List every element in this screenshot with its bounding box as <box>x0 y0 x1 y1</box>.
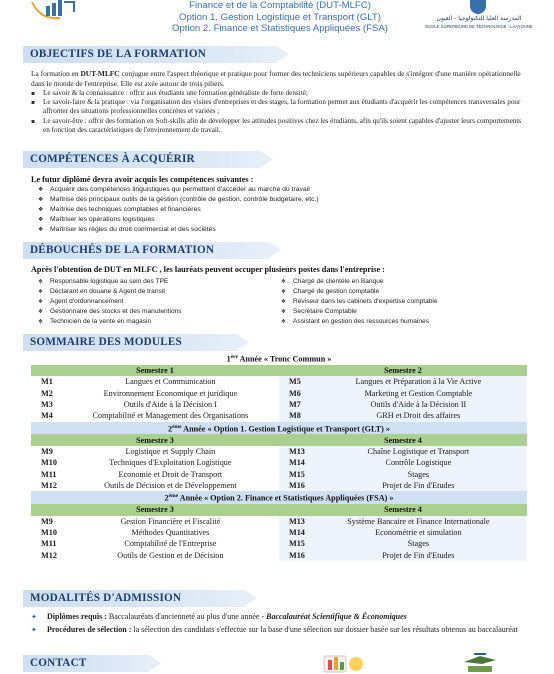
diamond-bullet-icon: ❖ <box>38 309 43 315</box>
section-sommaire-title: SOMMAIRE DES MODULES <box>30 336 182 348</box>
semester-row <box>31 504 527 515</box>
debouche-item: ❖ Réviseur dans les cabinets d'expertise comptable <box>281 298 438 305</box>
semester-3-label: Semestre 3 <box>31 434 279 445</box>
admission-procedures: ✦ Procédures de sélection : la sélection des candidats s'effectue sur la base d'une sélection sur dossier basée sur les résultats obtenus au baccalauréat <box>31 624 527 636</box>
school-name-latin: ECOLE SUPERIEURE DE TECHNOLOGIE - LAAYOUNE <box>425 24 533 29</box>
debouche-item: ❖ Gestionnaire des stocks et des manutentions <box>38 308 182 315</box>
school-emblem-icon <box>470 0 486 14</box>
competence-item: ❖ Maîtrise des principaux outils de la gestion (contrôle de gestion, contrôle budgétaire, etc.) <box>38 196 319 203</box>
office-illustration-icon <box>320 650 366 674</box>
section-sommaire-header <box>23 334 237 351</box>
table-row: M2 Environnement Economique et juridique M6 Marketing et Gestion Comptable <box>31 388 527 399</box>
table-row: M10 Méthodes Quantitatives M14 Econométrie et simulation <box>31 527 527 538</box>
competence-item: ❖ Acquérir des compétences linguistiques qui permettent d'accéder au marché du travail <box>38 186 310 193</box>
diamond-bullet-icon: ❖ <box>281 289 286 295</box>
debouche-item: ❖ Chargé de gestion comptable <box>281 288 380 295</box>
school-name-arabic: المدرسة العليا للتكنولوجيا - العيون <box>436 15 522 22</box>
diamond-bullet-icon: ❖ <box>38 206 44 213</box>
semester-3-label: Semestre 3 <box>31 504 279 515</box>
logistics-illustration-icon <box>460 650 500 674</box>
diamond-bullet-icon: ❖ <box>38 186 44 193</box>
semester-2-label: Semestre 2 <box>279 365 527 376</box>
objectifs-intro: La formation en DUT-MLFC conjugue entre l'aspect théorique et pratique pour former des techniciens supérieurs capables de s'intégrer d'une manière opérationnelle dans le monde de l'entreprise. Elle est axée autour de trois piliers. <box>31 69 521 88</box>
bullet-icon: ▪ <box>31 99 36 106</box>
diamond-bullet-icon: ❖ <box>38 216 44 223</box>
table-row: M9 Logistique et Supply Chain M13 Chaîne Logistique et Transport <box>31 446 527 457</box>
debouche-item: ❖ Responsable logistique au sein des TPE <box>38 278 169 285</box>
section-debouches-header <box>23 242 269 259</box>
section-debouches-title: DÉBOUCHÉS DE LA FORMATION <box>30 244 215 256</box>
objectifs-bullet-3: ▪ Le savoir-être : offrir des formation en Soft-skills afin de développer les attitudes positives chez les étudiants, afin qu'ils soient capables d'ajuster leurs comportements en fonction des caractéristiques de l'environnement de travail. <box>31 117 522 135</box>
table-row: M12 Outils de Décision et de Développement M16 Projet de Fin d'Etudes <box>31 480 527 491</box>
school-logo <box>420 0 538 36</box>
competence-item: ❖ Maîtrise des techniques comptables et financières <box>38 206 201 213</box>
option2-row: 2ème Année « Option 2. Finance et Statistiques Appliquées (FSA) » <box>31 491 527 504</box>
diamond-bullet-icon: ❖ <box>38 289 43 295</box>
section-competences-header <box>23 151 261 168</box>
diamond-bullet-icon: ❖ <box>281 319 286 325</box>
semester-row <box>31 434 527 445</box>
diamond-bullet-icon: ❖ <box>38 319 43 325</box>
table-row: M11 Comptabilité de l'Entreprise M15 Stages <box>31 538 527 549</box>
competences-lead: Le futur diplômé devra avoir acquis les compétences suivantes : <box>31 175 254 184</box>
section-competences-title: COMPÉTENCES À ACQUÉRIR <box>30 153 195 165</box>
section-modalites-title: MODALITÉS D'ADMISSION <box>30 592 182 604</box>
debouches-lead: Après l'obtention de DUT en MLFC , les lauréats peuvent occuper plusieurs postes dans l'entreprise : <box>31 265 385 274</box>
section-contact-header <box>23 655 149 672</box>
bullet-icon: ▪ <box>31 118 36 125</box>
program-title <box>160 0 400 35</box>
table-row: M9 Gestion Financière et Fiscalité M13 Système Bancaire et Finance Internationale <box>31 516 527 527</box>
section-modalites-header <box>23 590 245 607</box>
debouche-item: ❖ Déclarant en douane & Agent de transit <box>38 288 166 295</box>
competence-item: ❖ Maîtriser les opérations logistiques <box>38 216 155 223</box>
debouche-item: ❖ Secrétaire Comptable <box>281 308 357 315</box>
diamond-bullet-icon: ❖ <box>38 226 44 233</box>
page-header <box>0 0 554 38</box>
semester-row <box>31 365 527 376</box>
debouche-item: ❖ Assistant en gestion des ressources humaines <box>281 318 429 325</box>
table-row: M1 Langues et Communication M5 Langues et Préparation à la Vie Active <box>31 376 527 387</box>
diamond-bullet-icon: ❖ <box>38 279 43 285</box>
program-acronym: DUT-MLFC <box>80 69 120 78</box>
diamond-bullet-icon: ❖ <box>38 196 44 203</box>
table-row: M3 Outils d'Aide à la Décision I M7 Outils d'Aide à la Décision II <box>31 399 527 410</box>
competence-item: ❖ Maîtriser les règles du droit commercial et des sociétés <box>38 226 216 233</box>
diamond-bullet-icon: ❖ <box>281 309 286 315</box>
section-objectifs-title: OBJECTIFS DE LA FORMATION <box>30 48 207 60</box>
year1-row: 1ère Année « Tronc Commun » <box>31 352 527 365</box>
semester-1-label: Semestre 1 <box>31 365 279 376</box>
bullet-icon: ▪ <box>31 90 36 97</box>
debouche-item: ❖ Agent d'ordonnancement <box>38 298 124 305</box>
debouche-item: ❖ Chargé de clientèle en Banque <box>281 278 384 285</box>
modules-table <box>31 352 527 561</box>
option1-row: 2ème Année « Option 1. Gestion Logistique et Transport (GLT) » <box>31 422 527 435</box>
table-row: M12 Outils de Gestion et de Décision M16 Projet de Fin d'Etudes <box>31 550 527 561</box>
section-objectifs-header <box>23 46 277 63</box>
diamond-bullet-icon: ❖ <box>281 279 286 285</box>
table-row: M4 Comptabilité et Management des Organisations M8 GRH et Droit des affaires <box>31 410 527 421</box>
table-row: M11 Economie et Droit de Transport M15 Stages <box>31 469 527 480</box>
four-point-star-icon: ✦ <box>31 613 37 621</box>
four-point-star-icon: ✦ <box>31 626 37 634</box>
program-line-1: Finance et de la Comptabilité (DUT-MLFC) <box>189 0 371 11</box>
objectifs-bullet-1: ▪ Le savoir & la connaissance : offrir aux étudiants une formation généraliste de forte densité; <box>31 89 308 97</box>
debouche-item: ❖ Technicien de la vente en magasin <box>38 318 152 325</box>
section-contact-title: CONTACT <box>30 657 87 669</box>
chart-logo-icon <box>30 0 76 20</box>
diamond-bullet-icon: ❖ <box>281 299 286 305</box>
semester-4-label: Semestre 4 <box>279 434 527 445</box>
admission-diplomes: ✦ Diplômes requis : Baccalauréats d'ancienneté au plus d'une année - Baccalauréat Scientifique & Économiques <box>31 611 527 623</box>
program-line-2: Option 1. Gestion Logistique et Transport (GLT) <box>179 11 381 23</box>
objectifs-bullet-2: ▪ Le savoir-faire & la pratique : via l'organisation des visites d'entreprises et des stages, la formation permet aux étudiants d'acquérir les compétences transversales pour affronter des situations professionnelles concrètes et variées ; <box>31 98 521 116</box>
table-row: M10 Techniques d'Exploitation Logistique M14 Contrôle Logistique <box>31 457 527 468</box>
diamond-bullet-icon: ❖ <box>38 299 43 305</box>
program-line-3: Option 2. Finance et Statistiques Appliquées (FSA) <box>172 23 388 35</box>
semester-4-label: Semestre 4 <box>279 504 527 515</box>
